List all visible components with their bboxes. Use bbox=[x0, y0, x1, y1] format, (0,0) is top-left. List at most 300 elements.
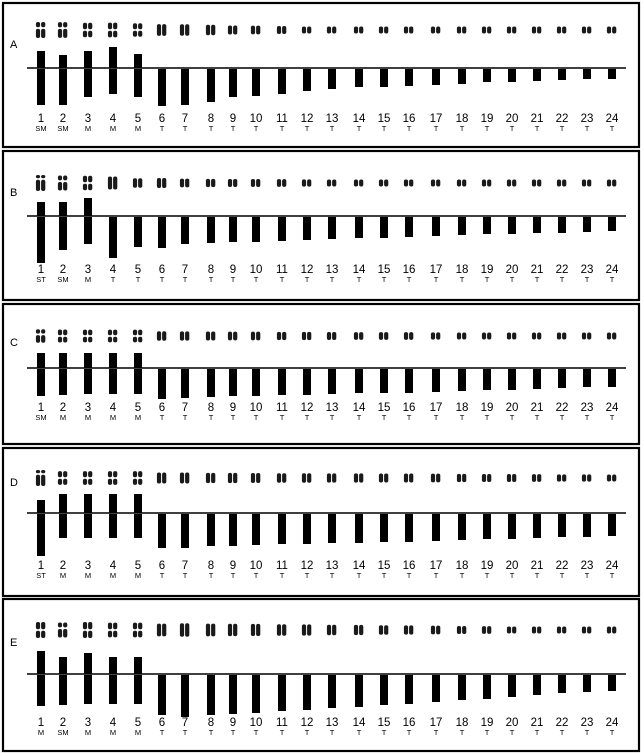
chromosome-image-2-arm bbox=[63, 182, 67, 191]
ideogram-long-arm-16 bbox=[405, 369, 413, 393]
ideogram-long-arm-23 bbox=[583, 69, 591, 79]
chromosome-image-1-arm bbox=[41, 29, 45, 38]
chromosome-image-11 bbox=[282, 624, 286, 636]
chromosome-number: 4 bbox=[109, 113, 117, 125]
chromosome-number: 2 bbox=[59, 264, 67, 276]
chromosome-type: T bbox=[253, 413, 259, 422]
chromosome-type: SM bbox=[35, 413, 47, 422]
ideogram-short-arm-4 bbox=[109, 657, 117, 674]
chromosome-number: 13 bbox=[325, 402, 339, 414]
chromosome-image-17 bbox=[436, 474, 440, 483]
chromosome-number: 5 bbox=[134, 264, 142, 276]
chromosome-number: 18 bbox=[455, 113, 469, 125]
chromosome-number: 19 bbox=[480, 402, 494, 414]
chromosome-type: ST bbox=[36, 275, 46, 284]
ideogram-long-arm-11 bbox=[278, 69, 286, 94]
ideogram-short-arm-2 bbox=[59, 353, 67, 368]
chromosome-image-10 bbox=[251, 332, 255, 341]
chromosome-number: 19 bbox=[480, 264, 494, 276]
chromosome-image-15 bbox=[384, 474, 388, 483]
ideogram-short-arm-5 bbox=[134, 657, 142, 674]
chromosome-image-9 bbox=[233, 624, 237, 636]
chromosome-type: T bbox=[584, 728, 590, 737]
chromosome-image-2-arm bbox=[58, 22, 62, 27]
chromosome-image-3-arm bbox=[88, 337, 92, 343]
chromosome-image-1-arm bbox=[36, 22, 40, 27]
chromosome-type: T bbox=[230, 124, 236, 133]
ideogram-long-arm-13 bbox=[328, 514, 336, 543]
chromosome-type: T bbox=[356, 275, 362, 284]
chromosome-image-2-arm bbox=[58, 629, 62, 638]
chromosome-type: SM bbox=[57, 728, 69, 737]
ideogram-long-arm-21 bbox=[533, 369, 541, 389]
chromosome-number: 10 bbox=[249, 402, 263, 414]
panel-frame bbox=[3, 304, 639, 444]
chromosome-image-18 bbox=[462, 626, 466, 634]
chromosome-image-19 bbox=[487, 626, 491, 634]
ideogram-short-arm-2 bbox=[59, 202, 67, 216]
ideogram-short-arm-1 bbox=[37, 353, 45, 368]
chromosome-type: M bbox=[84, 124, 92, 133]
chromosome-number: 11 bbox=[276, 717, 288, 729]
chromosome-type: SM bbox=[57, 275, 69, 284]
ideogram-short-arm-1 bbox=[37, 651, 45, 674]
ideogram-short-arm-3 bbox=[84, 653, 92, 674]
chromosome-image-8 bbox=[206, 332, 210, 341]
ideogram-long-arm-1 bbox=[37, 675, 45, 706]
chromosome-image-4 bbox=[108, 176, 112, 189]
chromosome-image-4-arm bbox=[113, 631, 117, 638]
chromosome-image-10 bbox=[251, 26, 255, 35]
chromosome-image-1-arm bbox=[41, 329, 45, 333]
chromosome-number: 19 bbox=[480, 113, 494, 125]
chromosome-image-1-arm bbox=[41, 475, 45, 486]
ideogram-long-arm-8 bbox=[207, 514, 215, 546]
chromosome-image-12 bbox=[302, 179, 306, 186]
chromosome-type: T bbox=[534, 275, 540, 284]
chromosome-image-7 bbox=[185, 331, 189, 340]
chromosome-image-24 bbox=[612, 627, 616, 634]
panel-label: B bbox=[10, 187, 18, 199]
chromosome-image-13 bbox=[327, 27, 331, 34]
chromosome-type: T bbox=[433, 275, 439, 284]
chromosome-image-15 bbox=[384, 180, 388, 187]
chromosome-image-15 bbox=[384, 625, 388, 635]
chromosome-type: T bbox=[304, 124, 310, 133]
chromosome-number: 3 bbox=[84, 560, 92, 572]
chromosome-image-1-arm bbox=[36, 180, 40, 191]
chromosome-type: T bbox=[304, 571, 310, 580]
chromosome-number: 12 bbox=[300, 717, 314, 729]
chromosome-image-3-arm bbox=[88, 176, 92, 182]
ideogram-long-arm-13 bbox=[328, 369, 336, 394]
panel-d bbox=[3, 448, 639, 596]
chromosome-image-24 bbox=[612, 474, 616, 481]
chromosome-image-13 bbox=[332, 625, 336, 636]
chromosome-type: M bbox=[134, 413, 142, 422]
chromosome-number: 20 bbox=[505, 717, 519, 729]
chromosome-image-16 bbox=[404, 180, 408, 187]
chromosome-number: 20 bbox=[505, 560, 519, 572]
chromosome-number: 8 bbox=[207, 264, 215, 276]
ideogram-long-arm-5 bbox=[134, 675, 142, 704]
chromosome-type: T bbox=[182, 124, 188, 133]
panel-frame bbox=[3, 599, 639, 751]
panel-frame bbox=[3, 448, 639, 596]
panel-frame bbox=[3, 151, 639, 300]
chromosome-type: T bbox=[584, 124, 590, 133]
chromosome-image-6 bbox=[157, 24, 161, 36]
chromosome-image-23 bbox=[587, 627, 591, 634]
chromosome-number: 6 bbox=[158, 264, 166, 276]
chromosome-type: T bbox=[230, 275, 236, 284]
chromosome-type: T bbox=[509, 275, 515, 284]
chromosome-type: SM bbox=[57, 124, 69, 133]
chromosome-type: T bbox=[406, 728, 412, 737]
chromosome-type: T bbox=[406, 571, 412, 580]
ideogram-long-arm-8 bbox=[207, 69, 215, 102]
ideogram-long-arm-21 bbox=[533, 69, 541, 81]
chromosome-type: T bbox=[356, 413, 362, 422]
chromosome-image-18 bbox=[457, 180, 461, 187]
ideogram-long-arm-17 bbox=[432, 217, 440, 236]
chromosome-image-3-arm bbox=[88, 622, 92, 629]
chromosome-image-19 bbox=[487, 27, 491, 34]
chromosome-image-4-arm bbox=[108, 479, 112, 485]
chromosome-image-5-arm bbox=[138, 623, 142, 630]
ideogram-long-arm-19 bbox=[483, 675, 491, 699]
chromosome-image-1-arm bbox=[36, 329, 40, 333]
chromosome-image-7 bbox=[185, 24, 189, 36]
chromosome-image-21 bbox=[537, 333, 541, 340]
chromosome-image-1-arm bbox=[36, 175, 40, 178]
chromosome-type: M bbox=[59, 571, 67, 580]
panel-frame bbox=[3, 3, 639, 147]
chromosome-number: 16 bbox=[402, 560, 416, 572]
chromosome-image-18 bbox=[457, 474, 461, 482]
chromosome-image-8 bbox=[211, 179, 215, 187]
chromosome-type: T bbox=[433, 571, 439, 580]
ideogram-long-arm-12 bbox=[303, 217, 311, 240]
ideogram-long-arm-2 bbox=[59, 217, 67, 250]
chromosome-number: 1 bbox=[37, 717, 45, 729]
chromosome-image-3-arm bbox=[83, 23, 87, 29]
chromosome-image-19 bbox=[482, 27, 486, 34]
ideogram-short-arm-1 bbox=[37, 500, 45, 513]
chromosome-image-3-arm bbox=[83, 31, 87, 37]
ideogram-long-arm-3 bbox=[84, 69, 92, 97]
chromosome-image-1-arm bbox=[41, 180, 45, 191]
chromosome-image-5-arm bbox=[138, 330, 142, 336]
chromosome-number: 17 bbox=[429, 717, 443, 729]
chromosome-image-11 bbox=[282, 332, 286, 340]
chromosome-image-3-arm bbox=[88, 330, 92, 336]
ideogram-long-arm-13 bbox=[328, 675, 336, 708]
chromosome-image-13 bbox=[332, 332, 336, 340]
ideogram-long-arm-2 bbox=[59, 514, 67, 538]
chromosome-image-16 bbox=[404, 625, 408, 634]
chromosome-image-5-arm bbox=[138, 337, 142, 343]
ideogram-long-arm-15 bbox=[380, 675, 388, 705]
ideogram-long-arm-10 bbox=[252, 514, 260, 545]
ideogram-long-arm-18 bbox=[458, 217, 466, 235]
ideogram-long-arm-16 bbox=[405, 217, 413, 237]
chromosome-type: M bbox=[134, 124, 142, 133]
chromosome-type: T bbox=[230, 413, 236, 422]
chromosome-type: T bbox=[584, 275, 590, 284]
chromosome-image-4-arm bbox=[108, 471, 112, 477]
chromosome-number: 8 bbox=[207, 717, 215, 729]
chromosome-type: T bbox=[159, 571, 165, 580]
chromosome-image-13 bbox=[327, 179, 331, 186]
ideogram-long-arm-21 bbox=[533, 514, 541, 538]
ideogram-short-arm-3 bbox=[84, 353, 92, 368]
ideogram-long-arm-4 bbox=[109, 675, 117, 704]
chromosome-image-3-arm bbox=[83, 184, 87, 190]
chromosome-image-19 bbox=[482, 474, 486, 482]
chromosome-type: M bbox=[84, 413, 92, 422]
ideogram-long-arm-15 bbox=[380, 217, 388, 238]
ideogram-long-arm-14 bbox=[355, 514, 363, 543]
ideogram-long-arm-1 bbox=[37, 217, 45, 263]
ideogram-long-arm-23 bbox=[583, 514, 591, 537]
ideogram-long-arm-6 bbox=[158, 514, 166, 548]
chromosome-image-14 bbox=[359, 180, 363, 187]
chromosome-image-24 bbox=[607, 27, 611, 34]
chromosome-type: T bbox=[484, 124, 490, 133]
ideogram-long-arm-11 bbox=[278, 675, 286, 711]
ideogram-long-arm-7 bbox=[181, 217, 189, 244]
chromosome-number: 19 bbox=[480, 717, 494, 729]
chromosome-image-23 bbox=[587, 474, 591, 481]
chromosome-image-14 bbox=[354, 180, 358, 187]
chromosome-type: T bbox=[406, 413, 412, 422]
chromosome-image-17 bbox=[436, 332, 440, 339]
chromosome-type: T bbox=[253, 571, 259, 580]
ideogram-long-arm-17 bbox=[432, 675, 440, 702]
chromosome-type: T bbox=[381, 124, 387, 133]
chromosome-image-4-arm bbox=[108, 330, 112, 336]
chromosome-number: 24 bbox=[605, 717, 619, 729]
ideogram-long-arm-5 bbox=[134, 217, 142, 247]
chromosome-image-14 bbox=[354, 473, 358, 482]
chromosome-number: 4 bbox=[109, 560, 117, 572]
chromosome-image-12 bbox=[307, 179, 311, 186]
chromosome-type: M bbox=[37, 728, 45, 737]
ideogram-long-arm-9 bbox=[229, 675, 237, 714]
ideogram-long-arm-19 bbox=[483, 217, 491, 234]
chromosome-image-16 bbox=[404, 27, 408, 34]
chromosome-number: 14 bbox=[352, 402, 366, 414]
chromosome-image-3-arm bbox=[88, 471, 92, 477]
chromosome-image-4-arm bbox=[113, 330, 117, 336]
chromosome-image-24 bbox=[607, 180, 611, 187]
chromosome-number: 14 bbox=[352, 264, 366, 276]
ideogram-long-arm-11 bbox=[278, 369, 286, 395]
chromosome-number: 20 bbox=[505, 402, 519, 414]
chromosome-image-2-arm bbox=[58, 182, 62, 191]
chromosome-number: 11 bbox=[276, 113, 288, 125]
ideogram-long-arm-6 bbox=[158, 69, 166, 106]
chromosome-image-3-arm bbox=[83, 631, 87, 638]
chromosome-number: 7 bbox=[181, 560, 189, 572]
ideogram-long-arm-1 bbox=[37, 369, 45, 396]
chromosome-image-22 bbox=[562, 333, 566, 340]
chromosome-type: T bbox=[329, 124, 335, 133]
chromosome-number: 12 bbox=[300, 264, 314, 276]
chromosome-number: 22 bbox=[555, 402, 569, 414]
chromosome-type: T bbox=[381, 413, 387, 422]
chromosome-type: T bbox=[253, 275, 259, 284]
chromosome-type: T bbox=[159, 275, 165, 284]
chromosome-image-18 bbox=[462, 180, 466, 187]
ideogram-long-arm-8 bbox=[207, 675, 215, 715]
chromosome-number: 6 bbox=[158, 113, 166, 125]
chromosome-type: T bbox=[182, 275, 188, 284]
chromosome-type: T bbox=[534, 124, 540, 133]
chromosome-number: 15 bbox=[377, 717, 391, 729]
chromosome-number: 18 bbox=[455, 560, 469, 572]
ideogram-long-arm-19 bbox=[483, 514, 491, 539]
chromosome-image-24 bbox=[607, 627, 611, 634]
ideogram-long-arm-6 bbox=[158, 675, 166, 715]
chromosome-image-2-arm bbox=[58, 29, 62, 38]
chromosome-image-17 bbox=[436, 180, 440, 187]
chromosome-image-7 bbox=[180, 623, 184, 636]
chromosome-type: T bbox=[459, 413, 465, 422]
chromosome-number: 13 bbox=[325, 264, 339, 276]
chromosome-image-20 bbox=[507, 27, 511, 34]
chromosome-type: T bbox=[208, 571, 214, 580]
chromosome-number: 9 bbox=[229, 264, 237, 276]
ideogram-long-arm-4 bbox=[109, 69, 117, 94]
chromosome-number: 4 bbox=[109, 402, 117, 414]
chromosome-number: 3 bbox=[84, 113, 92, 125]
ideogram-long-arm-21 bbox=[533, 675, 541, 695]
chromosome-type: T bbox=[534, 413, 540, 422]
chromosome-image-6 bbox=[162, 178, 166, 188]
ideogram-long-arm-20 bbox=[508, 369, 516, 390]
chromosome-image-20 bbox=[507, 180, 511, 187]
chromosome-image-13 bbox=[327, 332, 331, 340]
chromosome-image-3-arm bbox=[88, 479, 92, 485]
ideogram-long-arm-18 bbox=[458, 369, 466, 391]
panel-label: E bbox=[10, 637, 18, 649]
chromosome-number: 3 bbox=[84, 717, 92, 729]
chromosome-image-5-arm bbox=[133, 337, 137, 343]
chromosome-type: T bbox=[381, 571, 387, 580]
chromosome-image-1-arm bbox=[41, 622, 45, 629]
chromosome-image-7 bbox=[180, 331, 184, 340]
chromosome-image-23 bbox=[582, 180, 586, 187]
chromosome-image-2-arm bbox=[63, 22, 67, 27]
ideogram-long-arm-24 bbox=[608, 514, 616, 536]
chromosome-image-10 bbox=[251, 473, 255, 483]
chromosome-number: 9 bbox=[229, 717, 237, 729]
chromosome-type: T bbox=[356, 124, 362, 133]
chromosome-type: T bbox=[230, 728, 236, 737]
chromosome-image-15 bbox=[379, 625, 383, 635]
chromosome-image-22 bbox=[557, 333, 561, 340]
chromosome-image-15 bbox=[384, 332, 388, 340]
chromosome-image-21 bbox=[532, 333, 536, 340]
ideogram-long-arm-4 bbox=[109, 369, 117, 394]
ideogram-long-arm-3 bbox=[84, 369, 92, 394]
chromosome-image-9 bbox=[233, 332, 237, 341]
chromosome-image-2-arm bbox=[63, 471, 67, 477]
ideogram-short-arm-5 bbox=[134, 54, 142, 68]
chromosome-image-1-arm bbox=[36, 631, 40, 638]
chromosome-type: T bbox=[484, 728, 490, 737]
chromosome-image-16 bbox=[409, 27, 413, 34]
chromosome-number: 20 bbox=[505, 264, 519, 276]
chromosome-image-8 bbox=[211, 473, 215, 483]
ideogram-long-arm-2 bbox=[59, 69, 67, 105]
ideogram-long-arm-10 bbox=[252, 69, 260, 96]
chromosome-type: T bbox=[135, 275, 141, 284]
ideogram-short-arm-3 bbox=[84, 494, 92, 513]
chromosome-image-7 bbox=[180, 179, 184, 188]
chromosome-image-10 bbox=[256, 26, 260, 35]
chromosome-number: 17 bbox=[429, 113, 443, 125]
chromosome-image-14 bbox=[354, 27, 358, 34]
ideogram-long-arm-12 bbox=[303, 69, 311, 91]
chromosome-image-14 bbox=[354, 332, 358, 340]
chromosome-image-2-arm bbox=[58, 175, 62, 180]
ideogram-long-arm-1 bbox=[37, 514, 45, 556]
chromosome-number: 23 bbox=[580, 560, 594, 572]
chromosome-number: 12 bbox=[300, 113, 314, 125]
chromosome-image-24 bbox=[612, 180, 616, 187]
ideogram-short-arm-4 bbox=[109, 353, 117, 368]
chromosome-number: 8 bbox=[207, 113, 215, 125]
chromosome-image-10 bbox=[256, 179, 260, 187]
chromosome-image-9 bbox=[228, 179, 232, 187]
chromosome-image-11 bbox=[277, 332, 281, 340]
ideogram-long-arm-11 bbox=[278, 217, 286, 241]
chromosome-image-20 bbox=[512, 474, 516, 482]
chromosome-image-18 bbox=[457, 27, 461, 34]
chromosome-image-22 bbox=[557, 27, 561, 34]
chromosome-image-14 bbox=[359, 332, 363, 340]
chromosome-number: 15 bbox=[377, 264, 391, 276]
chromosome-number: 3 bbox=[84, 264, 92, 276]
chromosome-image-4-arm bbox=[113, 31, 117, 38]
chromosome-number: 22 bbox=[555, 264, 569, 276]
chromosome-number: 15 bbox=[377, 560, 391, 572]
panel-a bbox=[3, 3, 639, 147]
chromosome-image-24 bbox=[607, 333, 611, 340]
chromosome-number: 6 bbox=[158, 402, 166, 414]
chromosome-image-2-arm bbox=[63, 329, 67, 335]
ideogram-short-arm-2 bbox=[59, 55, 67, 68]
chromosome-image-1-arm bbox=[36, 335, 40, 343]
chromosome-number: 1 bbox=[37, 560, 45, 572]
chromosome-image-15 bbox=[379, 180, 383, 187]
ideogram-long-arm-16 bbox=[405, 675, 413, 704]
chromosome-number: 2 bbox=[59, 560, 67, 572]
chromosome-number: 23 bbox=[580, 264, 594, 276]
chromosome-image-17 bbox=[436, 27, 440, 34]
chromosome-number: 18 bbox=[455, 402, 469, 414]
ideogram-long-arm-15 bbox=[380, 369, 388, 393]
chromosome-type: T bbox=[559, 124, 565, 133]
chromosome-type: ST bbox=[36, 571, 46, 580]
ideogram-long-arm-3 bbox=[84, 514, 92, 538]
ideogram-long-arm-9 bbox=[229, 514, 237, 546]
ideogram-short-arm-2 bbox=[59, 657, 67, 674]
ideogram-long-arm-5 bbox=[134, 514, 142, 538]
